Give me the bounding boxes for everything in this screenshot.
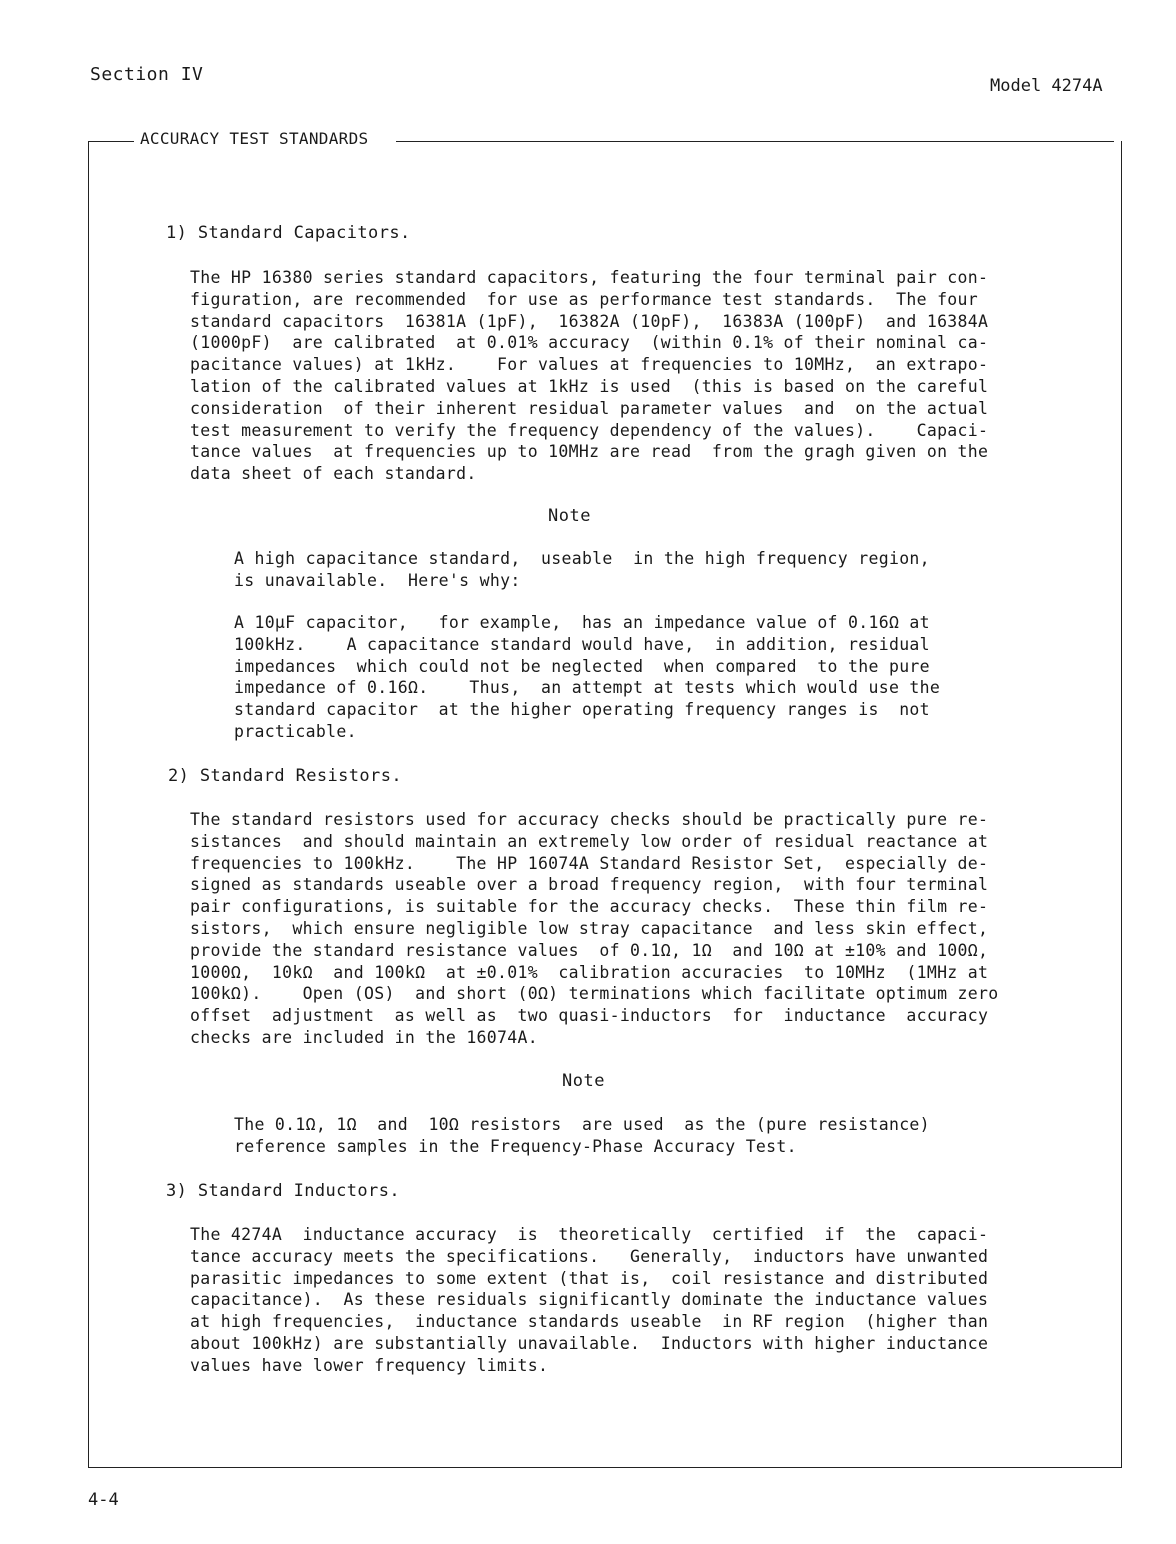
resistors-note-title: Note [562,1071,605,1091]
capacitors-note-paragraph-2: A 10µF capacitor, for example, has an impedance value of 0.16Ω at 100kHz. A capacitance standard would have, in addition, residual impedances which could not be neglected when compared to the pure impedance of 0.16Ω. Thus, an attempt at tests which would use the standard capacitor at the higher operating frequency ranges is not practicable. [234,613,941,741]
inductors-heading: 3) Standard Inductors. [166,1181,400,1201]
resistors-heading: 2) Standard Resistors. [168,766,402,786]
resistors-note-paragraph-1: The 0.1Ω, 1Ω and 10Ω resistors are used as the (pure resistance) reference samples in the Frequency-Phase Accuracy Test. [234,1115,930,1156]
frame-top-left-rule [88,141,134,142]
capacitors-heading: 1) Standard Capacitors. [166,223,411,243]
capacitors-note-paragraph-1: A high capacitance standard, useable in the high frequency region, is unavailable. Here's why: [234,549,930,590]
capacitors-note-title: Note [548,506,591,526]
frame-title: ACCURACY TEST STANDARDS [140,129,369,148]
frame-top-right-rule [396,141,1114,142]
model-label: Model 4274A [990,76,1103,96]
resistors-body: The standard resistors used for accuracy checks should be practically pure re- sistances and should maintain an extremely low order of residual reactance at frequencies to 100kHz. The HP 16074A Standard Resistor Set, especially de- signed as standards useable over a broad frequency region, with four terminal pair configurations, is suitable for the accuracy checks. These thin film re- sistors, which ensure negligible low stray capacitance and less skin effect, provide the standard resistance values of 0.1Ω, 1Ω and 10Ω at ±10% and 100Ω, 1000Ω, 10kΩ and 100kΩ at ±0.01% calibration accuracies to 10MHz (1MHz at 100kΩ). Open (OS) and short (0Ω) terminations which facilitate optimum zero offset adjustment as well as two quasi-inductors for inductance accuracy checks are included in the 16074A. [190,810,999,1047]
page-number: 4-4 [88,1490,119,1510]
section-label: Section IV [90,64,204,85]
inductors-body: The 4274A inductance accuracy is theoretically certified if the capaci- tance accuracy meets the specifications. Generally, inductors have unwanted parasitic impedances to some extent (that is, coil resistance and distributed capacitance). As these residuals significantly dominate the inductance values at high frequencies, inductance standards useable in RF region (higher than about 100kHz) are substantially unavailable. Inductors with higher inductance values have lower frequency limits. [190,1225,989,1375]
capacitors-body: The HP 16380 series standard capacitors, featuring the four terminal pair con- figuration, are recommended for use as performance test standards. The four standard capacitors 16381A (1pF), 16382A (10pF), 16383A (100pF) and 16384A (1000pF) are calibrated at 0.01% accuracy (within 0.1% of their nominal ca- pacitance values) at 1kHz. For values at frequencies to 10MHz, an extrapo- lation of the calibrated values at 1kHz is used (this is based on the careful consideration of their inherent residual parameter values and on the actual test measurement to verify the frequency dependency of the values). Capaci- tance values at frequencies up to 10MHz are read from the gragh given on the data sheet of each standard. [190,268,989,484]
